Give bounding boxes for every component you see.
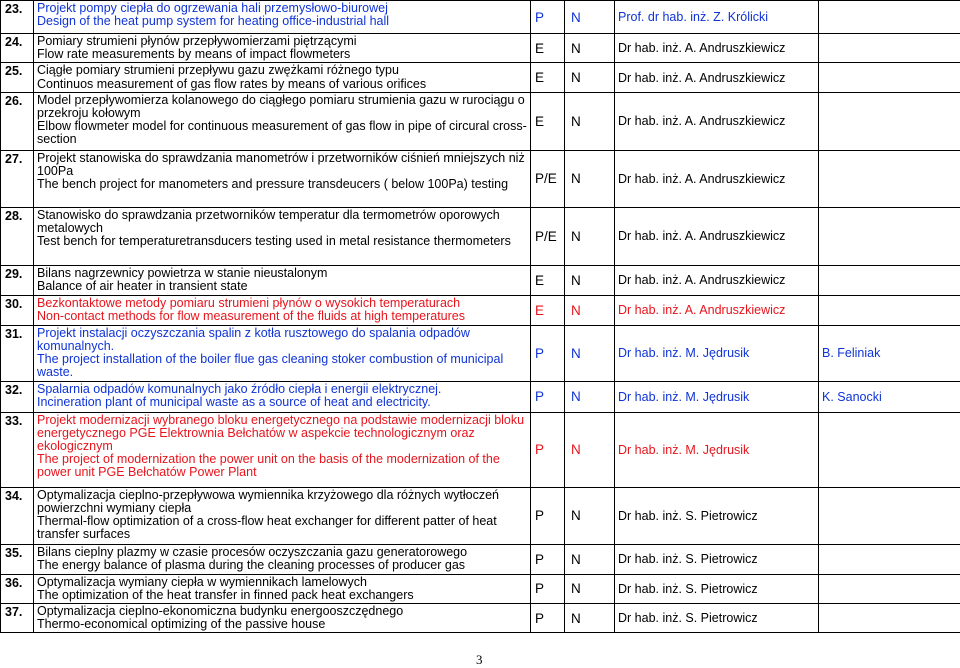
topic-title [34, 604, 531, 633]
topic-title [34, 207, 531, 265]
topic-supervisor: Dr hab. inż. A. Andruszkiewicz [615, 150, 819, 207]
topic-type: E [531, 34, 565, 63]
topic-co-supervisor [819, 207, 960, 265]
table-row [1, 34, 960, 63]
topic-co-supervisor: K. Sanocki [819, 381, 960, 412]
topic-title-polish: Ciągłe pomiary strumieni przepływu gazu zwężkami różnego typu [37, 63, 399, 78]
topic-language: N [565, 412, 615, 487]
topic-number: 23. [1, 1, 34, 34]
topic-number: 34. [1, 487, 34, 544]
topic-title [34, 34, 531, 63]
table-row [1, 265, 960, 295]
topic-number: 32. [1, 381, 34, 412]
topic-type: P [531, 1, 565, 34]
topic-co-supervisor [819, 34, 960, 63]
topic-type: E [531, 265, 565, 295]
topic-title-polish: Bilans nagrzewnicy powietrza w stanie nieustalonym [37, 265, 328, 280]
topic-type: P [531, 381, 565, 412]
topic-number: 36. [1, 574, 34, 603]
topic-title-polish: Bezkontaktowe metody pomiaru strumieni płynów o wysokich temperaturach [37, 295, 461, 310]
topic-title-english: The optimization of the heat transfer in finned pack heat exchangers [37, 587, 414, 602]
topic-language: N [565, 295, 615, 325]
topic-supervisor: Prof. dr hab. inż. Z. Królicki [615, 1, 819, 34]
topic-number: 30. [1, 295, 34, 325]
topic-title [34, 92, 531, 150]
topic-title-polish: Projekt stanowiska do sprawdzania manometrów i przetworników ciśnień mniejszych niż 100Pa [37, 150, 525, 179]
topic-language: N [565, 92, 615, 150]
table-row [1, 63, 960, 92]
topic-title-english: Incineration plant of municipal waste as a source of heat and electricity. [37, 394, 431, 409]
topic-language: N [565, 265, 615, 295]
topic-number: 37. [1, 604, 34, 633]
topic-type: P [531, 544, 565, 574]
topic-co-supervisor [819, 604, 960, 633]
topic-supervisor: Dr hab. inż. M. Jędrusik [615, 325, 819, 381]
topic-title-polish: Model przepływomierza kolanowego do ciągłego pomiaru strumienia gazu w rurociągu o przekroju kołowym [37, 92, 525, 121]
topic-co-supervisor [819, 544, 960, 574]
table-row [1, 412, 960, 487]
topic-language: N [565, 34, 615, 63]
topic-co-supervisor: B. Feliniak [819, 325, 960, 381]
table-body [1, 1, 960, 633]
table-row [1, 544, 960, 574]
topic-title [34, 412, 531, 487]
topic-title-english: Flow rate measurements by means of impact flowmeters [37, 47, 351, 62]
topic-co-supervisor [819, 574, 960, 603]
topic-number: 27. [1, 150, 34, 207]
topic-supervisor: Dr hab. inż. S. Pietrowicz [615, 574, 819, 603]
topic-number: 33. [1, 412, 34, 487]
topic-co-supervisor [819, 487, 960, 544]
topic-supervisor: Dr hab. inż. S. Pietrowicz [615, 487, 819, 544]
topic-title-polish: Bilans cieplny plazmy w czasie procesów oczyszczania gazu generatorowego [37, 544, 468, 559]
topic-language: N [565, 325, 615, 381]
topic-type: P [531, 574, 565, 603]
topic-language: N [565, 63, 615, 92]
topic-type: E [531, 63, 565, 92]
topic-type: P [531, 325, 565, 381]
topic-title-english: The project of modernization the power unit on the basis of the modernization of the power unit PGE Bełchatów Power Plant [37, 452, 500, 480]
table-row [1, 92, 960, 150]
topic-supervisor: Dr hab. inż. A. Andruszkiewicz [615, 34, 819, 63]
topic-title-english: Continuos measurement of gas flow rates by means of various orifices [37, 76, 427, 91]
topic-title [34, 63, 531, 92]
topic-title-polish: Optymalizacja wymiany ciepła w wymiennikach lamelowych [37, 574, 367, 589]
topic-title-english: The bench project for manometers and pressure transdeucers ( below 100Pa) testing [37, 177, 509, 192]
topic-supervisor: Dr hab. inż. A. Andruszkiewicz [615, 92, 819, 150]
topic-supervisor: Dr hab. inż. S. Pietrowicz [615, 604, 819, 633]
topic-title-polish: Optymalizacja cieplno-przepływowa wymiennika krzyżowego dla różnych wytłoczeń powierzchni wymiany ciepła [37, 487, 499, 515]
topic-language: N [565, 544, 615, 574]
topic-type: P/E [531, 207, 565, 265]
topic-title-polish: Optymalizacja cieplno-ekonomiczna budynku energooszczędnego [37, 604, 404, 619]
topic-title-english: Non-contact methods for flow measurement of the fluids at high temperatures [37, 309, 465, 324]
topic-type: P [531, 487, 565, 544]
topic-language: N [565, 574, 615, 603]
topic-title [34, 150, 531, 207]
table-row [1, 381, 960, 412]
topic-title [34, 295, 531, 325]
topic-title-english: The energy balance of plasma during the cleaning processes of producer gas [37, 557, 466, 572]
topic-title-polish: Spalarnia odpadów komunalnych jako źródło ciepła i energii elektrycznej. [37, 381, 442, 396]
topic-type: E [531, 92, 565, 150]
topic-number: 25. [1, 63, 34, 92]
topic-title-english: Balance of air heater in transient state [37, 279, 248, 294]
topic-title-english: The project installation of the boiler flue gas cleaning stoker combustion of municipal waste. [37, 352, 504, 380]
topic-title-english: Thermal-flow optimization of a cross-flow heat exchanger for different patter of heat transfer surfaces [37, 514, 497, 542]
topic-language: N [565, 150, 615, 207]
topic-co-supervisor [819, 150, 960, 207]
topic-type: P/E [531, 150, 565, 207]
topic-number: 31. [1, 325, 34, 381]
topic-co-supervisor [819, 63, 960, 92]
topic-co-supervisor [819, 92, 960, 150]
topic-co-supervisor [819, 1, 960, 34]
topic-title [34, 544, 531, 574]
topic-number: 26. [1, 92, 34, 150]
topic-title-polish: Projekt pompy ciepła do ogrzewania hali przemysłowo-biurowej [37, 1, 388, 15]
topic-title [34, 325, 531, 381]
topic-title-polish: Projekt instalacji oczyszczania spalin z kotła rusztowego do spalania odpadów komunalnych. [37, 325, 470, 354]
topic-co-supervisor [819, 265, 960, 295]
table-row [1, 207, 960, 265]
topic-number: 35. [1, 544, 34, 574]
topic-language: N [565, 381, 615, 412]
table-row [1, 487, 960, 544]
table-row [1, 604, 960, 633]
topic-title-english: Test bench for temperaturetransducers testing used in metal resistance thermometers [37, 234, 511, 249]
topic-supervisor: Dr hab. inż. M. Jędrusik [615, 381, 819, 412]
topic-type: P [531, 604, 565, 633]
table-row [1, 325, 960, 381]
topic-number: 28. [1, 207, 34, 265]
topic-co-supervisor [819, 295, 960, 325]
table-row [1, 295, 960, 325]
topic-title [34, 381, 531, 412]
table-row [1, 150, 960, 207]
topic-title [34, 574, 531, 603]
topic-title-english: Elbow flowmeter model for continuous measurement of gas flow in pipe of circural cross-section [37, 119, 527, 147]
topic-title-polish: Pomiary strumieni płynów przepływomierzami piętrzącymi [37, 34, 357, 48]
topic-title-english: Thermo-economical optimizing of the passive house [37, 617, 326, 632]
topic-language: N [565, 487, 615, 544]
topic-title [34, 1, 531, 34]
table-row [1, 574, 960, 603]
topic-supervisor: Dr hab. inż. A. Andruszkiewicz [615, 207, 819, 265]
topic-language: N [565, 604, 615, 633]
topic-number: 24. [1, 34, 34, 63]
topic-type: E [531, 295, 565, 325]
topic-language: N [565, 207, 615, 265]
topic-language: N [565, 1, 615, 34]
topic-title-english: Design of the heat pump system for heating office-industrial hall [37, 14, 390, 29]
topic-co-supervisor [819, 412, 960, 487]
topic-title-polish: Projekt modernizacji wybranego bloku energetycznego na podstawie modernizacji bloku energetycznego PGE Elektrownia Bełchatów w aspekcie technologicznym oraz ekologicznym [37, 412, 525, 454]
table-row [1, 1, 960, 34]
topic-supervisor: Dr hab. inż. M. Jędrusik [615, 412, 819, 487]
topic-supervisor: Dr hab. inż. S. Pietrowicz [615, 544, 819, 574]
topic-title-polish: Stanowisko do sprawdzania przetworników temperatur dla termometrów oporowych metalowych [37, 207, 500, 236]
topic-title [34, 265, 531, 295]
page-number: 3 [476, 652, 483, 667]
topic-supervisor: Dr hab. inż. A. Andruszkiewicz [615, 295, 819, 325]
topic-number: 29. [1, 265, 34, 295]
topic-type: P [531, 412, 565, 487]
topic-supervisor: Dr hab. inż. A. Andruszkiewicz [615, 63, 819, 92]
topic-title [34, 487, 531, 544]
topic-supervisor: Dr hab. inż. A. Andruszkiewicz [615, 265, 819, 295]
